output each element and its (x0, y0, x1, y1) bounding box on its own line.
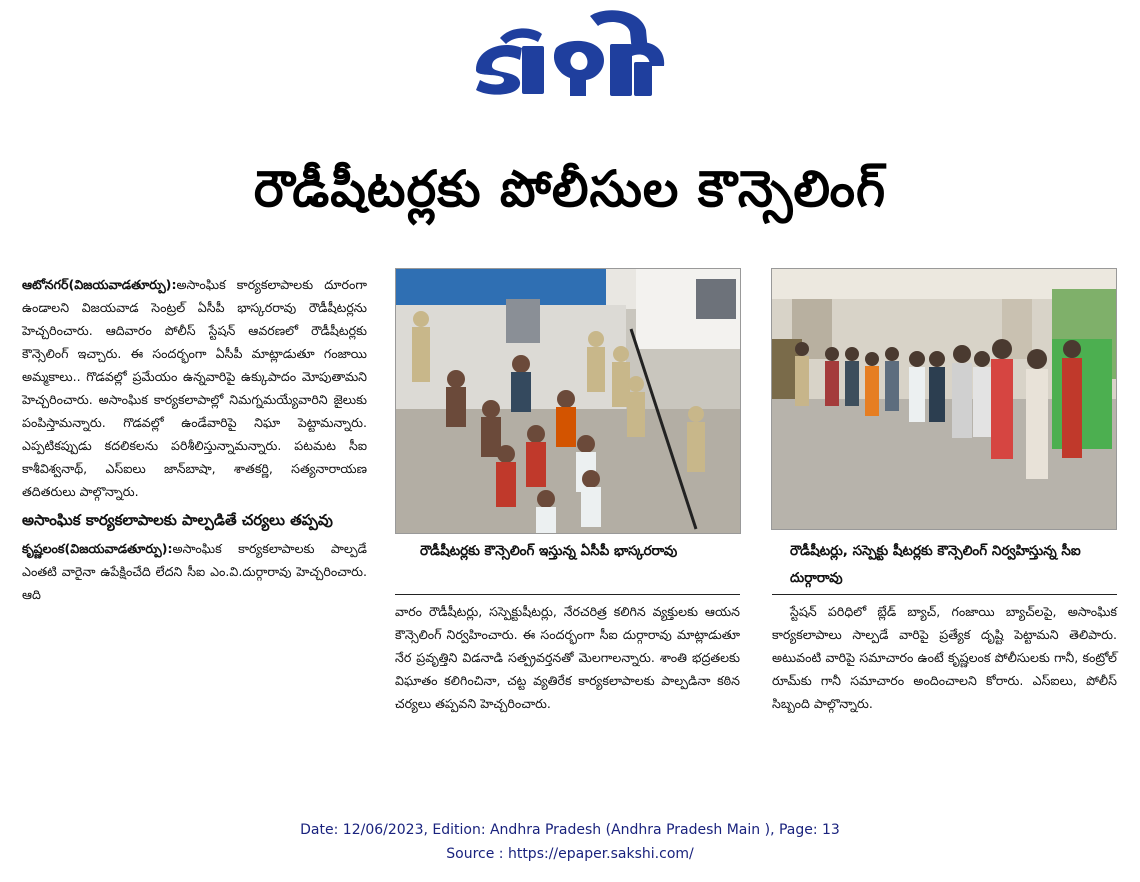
edition-info: Date: 12/06/2023, Edition: Andhra Pradesh (Andhra Pradesh Main ), Page: 13 (300, 822, 840, 838)
article-column-3 (772, 600, 1117, 715)
photo-ci-counselling (771, 268, 1117, 530)
article2-body-part3: స్టేషన్ పరిధిలో బ్లేడ్ బ్యాచ్, గంజాయి బ్యాచ్‌లపై, అసాంఘిక కార్యకలాపాలు సాల్పడే వారిపై ప్రత్యేక దృష్టి పెట్టామని తెలిపారు. అటువంటి వారిపై సమాచారం ఉంటే కృష్ణలంక పోలీసులకు గానీ, కంట్రోల్ రూమ్‌కు గానీ సమాచారం అందించాలని కోరారు. ఎస్ఐలు, పోలీస్ సిబ్బంది పాల్గొన్నారు. (772, 604, 1117, 711)
article2-body-part2: వారం రౌడీషీటర్లు, సస్పెక్టుషీటర్లు, నేరచరిత్ర కలిగిన వ్యక్తులకు ఆయన కౌన్సెలింగ్ నిర్వహించారు. ఈ సందర్భంగా సీఐ దుర్గారావు మాట్లాడుతూ నేర ప్రవృత్తిని విడనాడి సత్ప్రవర్తనతో మెలగాలన్నారు. శాంతి భద్రతలకు విఘాతం కలిగించినా, చట్ట వ్యతిరేక కార్యకలాపాలకు పాల్పడినా కఠిన చర్యలు తప్పవని హెచ్చరించారు. (395, 604, 740, 711)
caption-divider-1 (395, 594, 740, 595)
article1-dateline: ఆటోనగర్(విజయవాడతూర్పు): (22, 277, 177, 292)
article2-paragraph (22, 537, 367, 606)
source-link[interactable]: Source : https://epaper.sakshi.com/ (446, 846, 694, 862)
article1-paragraph (22, 273, 367, 503)
photo2-caption: రౌడీషీటర్లు, సస్పెక్టు షీటర్లకు కౌన్సెలింగ్ నిర్వహిస్తున్న సీఐ దుర్గారావు (790, 543, 1081, 586)
headline: రౌడీషీటర్లకు పోలీసుల కౌన్సెలింగ్ (253, 160, 887, 218)
subheadline: అసాంఘిక కార్యకలాపాలకు పాల్పడితే చర్యలు తప్పవు (22, 511, 333, 529)
photo-acp-counselling (395, 268, 741, 534)
article1-body: అసాంఘిక కార్యకలాపాలకు దూరంగా ఉండాలని విజయవాడ సెంట్రల్ ఏసీపీ భాస్కరరావు రౌడీషీటర్లను హెచ్చరించారు. ఆదివారం పోలీస్ స్టేషన్ ఆవరణలో రౌడీషీటర్లకు కౌన్సెలింగ్ ఇచ్చారు. ఈ సందర్భంగా ఏసీపీ మాట్లాడుతూ గంజాయి అమ్మకాలు.. గొడవల్లో ప్రమేయం ఉన్నవారిపై ఉక్కుపాదం మోపుతామని హెచ్చరించారు. అసాంఘిక కార్యకలాపాల్లో నిమగ్నమయ్యేవారిని జైలుకు పంపిస్తామన్నారు. గొడవల్లో ఉండేవారిపై నిఘా పెట్టామన్నారు. ఎప్పటికప్పుడు కదలికలను పరిశీలిస్తున్నామన్నారు. పటమట సీఐ కాశీవిశ్వనాథ్, ఎస్ఐలు జాన్‌బాషా, శాతకర్ణి, సత్యనారాయణ తదితరులు పాల్గొన్నారు. (22, 277, 367, 499)
caption-divider-2 (772, 594, 1117, 595)
article-column-1 (22, 273, 367, 606)
article2-body-part1: అసాంఘిక కార్యకలాపాలకు పాల్పడే ఎంతటి వారైనా ఉపేక్షించేది లేదని సీఐ ఎం.వి.దుర్గారావు హెచ్చరించారు. ఆది (22, 541, 367, 602)
article-column-2 (395, 600, 740, 715)
sakshi-logo (470, 8, 670, 100)
article2-dateline: కృష్ణలంక(విజయవాడతూర్పు): (22, 541, 173, 556)
edition-footer (0, 818, 1140, 866)
photo1-caption: రౌడీషీటర్లకు కౌన్సెలింగ్ ఇస్తున్న ఏసీపీ భాస్కరరావు (420, 543, 678, 559)
